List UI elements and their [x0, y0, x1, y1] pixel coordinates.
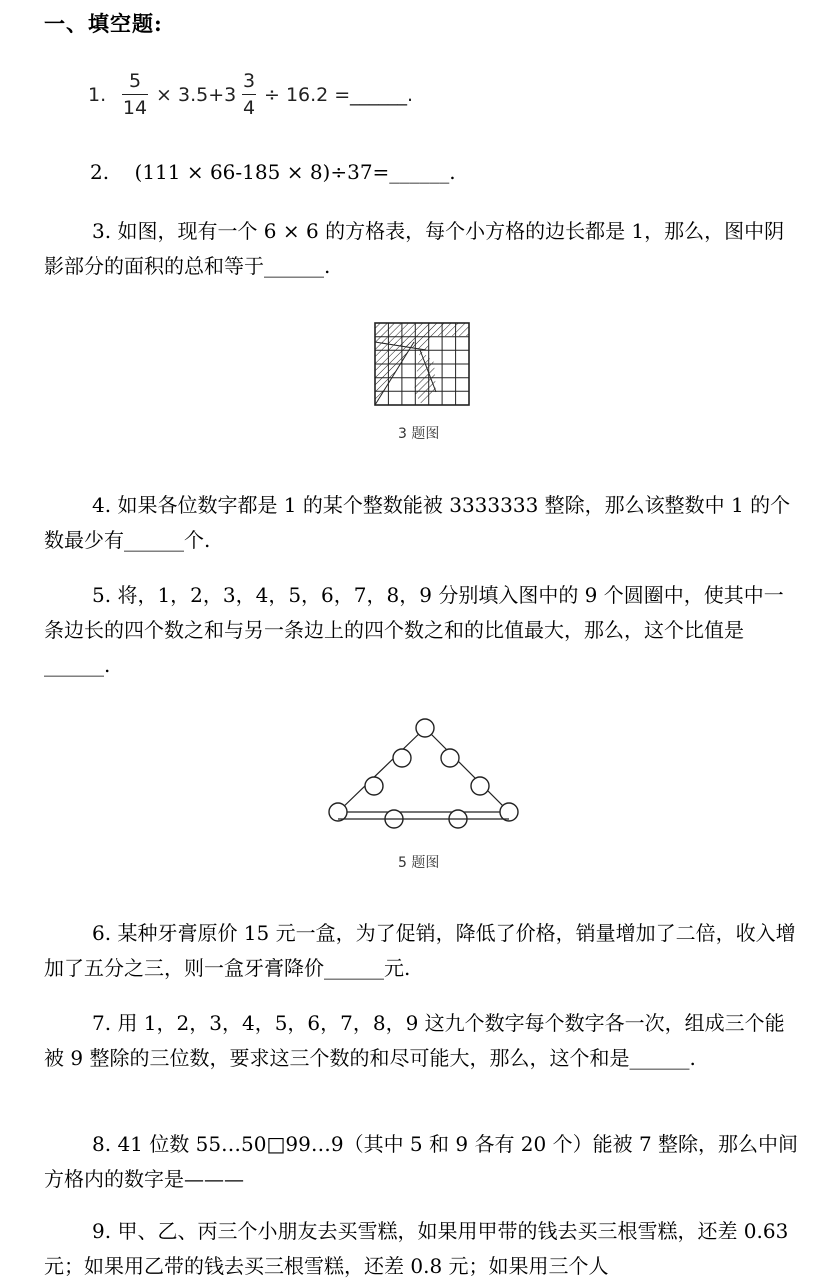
circle-node[interactable] [471, 777, 489, 795]
fraction-3-4 [242, 70, 256, 119]
question-8: 8. 41 位数 55…50□99…9（其中 5 和 9 各有 20 个）能被 7 整除，那么中间方格内的数字是——— [44, 1132, 799, 1191]
figure-5-caption: 5 题图 [398, 855, 440, 871]
question-3: 3. 如图，现有一个 6 × 6 的方格表，每个小方格的边长都是 1，那么，图中阴影部分的面积的总和等于______. [44, 219, 785, 278]
circle-node[interactable] [416, 719, 434, 737]
expression-middle: 3.5+3 [178, 84, 237, 106]
circle-node[interactable] [441, 749, 459, 767]
question-7: 7. 用 1，2，3，4，5，6，7，8，9 这九个数字每个数字各一次，组成三个能被 9 整除的三位数，要求这三个数的和尽可能大，那么，这个和是______. [44, 1011, 785, 1070]
circle-node[interactable] [393, 749, 411, 767]
figure-5-triangle [322, 712, 528, 832]
figure-3-grid [374, 322, 470, 406]
question-6: 6. 某种牙膏原价 15 元一盒，为了促销，降低了价格，销量增加了二倍，收入增加了五分之三，则一盒牙膏降价______元. [44, 921, 796, 980]
question-5: 5. 将，1，2，3，4，5，6，7，8，9 分别填入图中的 9 个圆圈中，使其中一条边长的四个数之和与另一条边上的四个数之和的比值最大，那么，这个比值是______. [44, 583, 784, 677]
circle-node[interactable] [365, 777, 383, 795]
section-heading: 一、填空题: [44, 11, 163, 36]
question-9: 9. 甲、乙、丙三个小朋友去买雪糕，如果用甲带的钱去买三根雪糕，还差 0.63 元；如果用乙带的钱去买三根雪糕，还差 0.8 元；如果用三个人 [44, 1219, 789, 1278]
times-operator: × [156, 84, 172, 106]
question-1-label: 1. [88, 84, 107, 106]
circle-node[interactable] [329, 803, 347, 821]
answer-blank: ______. [350, 84, 414, 106]
fraction-numerator: 3 [242, 70, 256, 92]
fraction-denominator: 14 [122, 97, 148, 119]
circle-node[interactable] [500, 803, 518, 821]
question-2: 2. (111 × 66-185 × 8)÷37=______. [90, 160, 456, 184]
fraction-denominator: 4 [242, 97, 256, 119]
fraction-numerator: 5 [128, 70, 142, 92]
expression-tail: ÷ 16.2 = [264, 84, 351, 106]
question-4: 4. 如果各位数字都是 1 的某个整数能被 3333333 整除，那么该整数中 1 的个数最少有______个. [44, 493, 791, 552]
figure-3-caption: 3 题图 [398, 426, 440, 442]
fraction-5-14 [122, 70, 148, 119]
